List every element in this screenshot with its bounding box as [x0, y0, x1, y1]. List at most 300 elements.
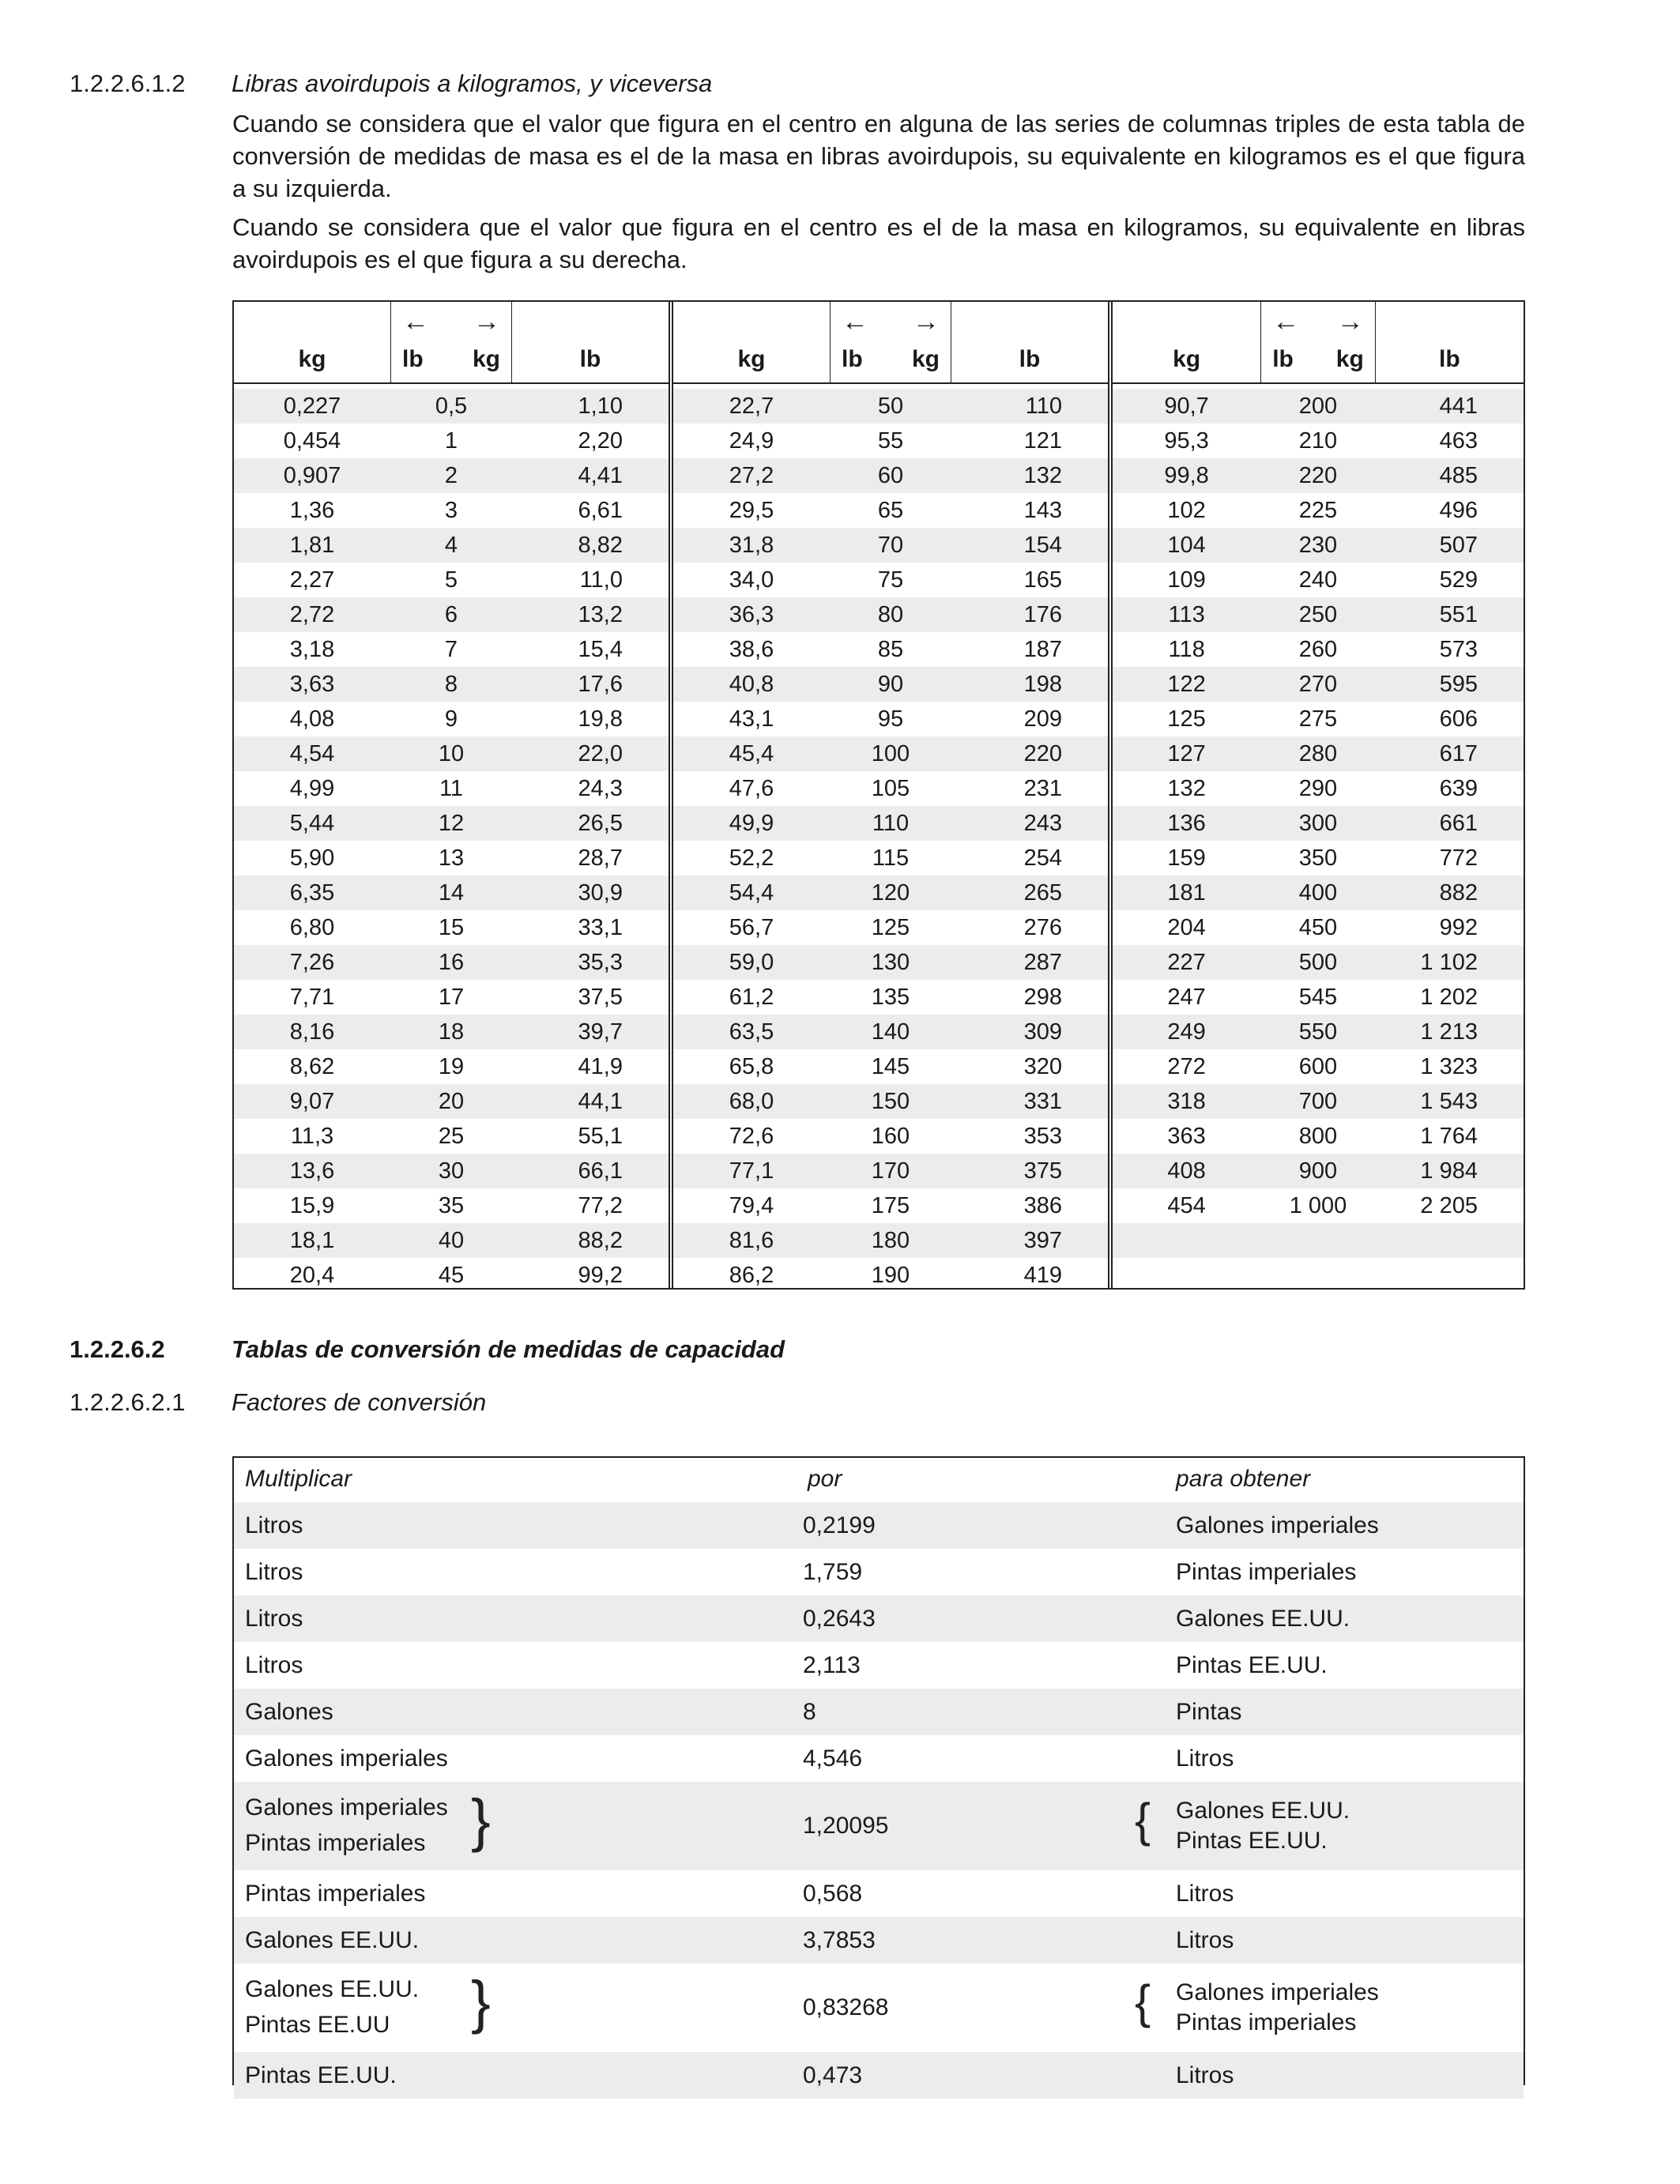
header-by: por	[808, 1466, 842, 1492]
cell-center: 15	[438, 915, 465, 940]
cell-factor: 0,2199	[803, 1512, 876, 1538]
cell-kg: 113	[1168, 602, 1205, 627]
cell-kg: 363	[1167, 1124, 1206, 1149]
cell-center: 19	[438, 1054, 465, 1079]
cell-center: 500	[1298, 950, 1338, 975]
table-row	[1113, 1223, 1524, 1258]
cell-center: 7	[444, 637, 458, 662]
cell-kg: 318	[1167, 1089, 1206, 1114]
table-row	[234, 702, 669, 736]
table-row	[1113, 1015, 1524, 1049]
column-group-header	[673, 302, 1108, 384]
from-line: Pintas imperiales	[245, 1881, 426, 1907]
cell-center: 70	[877, 533, 904, 558]
left-brace-icon: {	[1135, 1975, 1151, 2028]
cell-factor: 0,473	[803, 2062, 863, 2088]
table-row	[234, 771, 669, 806]
cell-lb: 15,4	[578, 637, 623, 662]
cell-lb: 22,0	[578, 741, 623, 766]
cell-lb: 6,61	[578, 498, 623, 523]
cell-kg: 81,6	[729, 1228, 774, 1253]
to-line: Litros	[1176, 1881, 1234, 1907]
cell-lb: 66,1	[578, 1158, 623, 1184]
cell-center: 240	[1298, 567, 1338, 593]
cell-kg: 15,9	[289, 1193, 335, 1218]
cell-center: 350	[1298, 845, 1338, 871]
cell-lb: 1,10	[578, 393, 623, 419]
cell-lb: 276	[1023, 915, 1062, 940]
to-line: Galones EE.UU.	[1176, 1798, 1350, 1824]
cell-center: 250	[1298, 602, 1338, 627]
cell-center: 80	[877, 602, 904, 627]
cell-kg: 38,6	[729, 637, 774, 662]
cell-kg: 7,26	[289, 950, 335, 975]
section-title: Tablas de conversión de medidas de capacidad	[232, 1335, 785, 1363]
cell-kg: 2,27	[289, 567, 335, 593]
to-line: Pintas EE.UU.	[1176, 1652, 1328, 1678]
cell-kg: 47,6	[729, 776, 774, 801]
cell-center: 600	[1298, 1054, 1338, 1079]
table-row	[673, 980, 1108, 1015]
cell-center: 140	[871, 1019, 910, 1045]
from-line: Pintas EE.UU.	[245, 2062, 397, 2088]
cell-center: 9	[444, 706, 458, 732]
cell-kg: 65,8	[729, 1054, 774, 1079]
cell-center: 170	[871, 1158, 910, 1184]
cell-kg: 18,1	[289, 1228, 335, 1253]
cell-lb: 110	[1025, 393, 1062, 419]
cell-kg: 54,4	[729, 880, 774, 906]
from-line: Galones EE.UU.	[245, 1927, 420, 1953]
cell-kg: 72,6	[729, 1124, 774, 1149]
cell-lb: 37,5	[578, 985, 623, 1010]
table-row	[234, 667, 669, 702]
cell-center: 10	[438, 741, 465, 766]
table-row	[234, 1549, 1524, 1595]
table-row	[234, 389, 669, 424]
cell-from	[245, 1870, 425, 1917]
from-line: Galones EE.UU.	[245, 1976, 420, 2002]
cell-kg	[1113, 1223, 1260, 1258]
cell-lb: 19,8	[578, 706, 623, 732]
cell-center: 900	[1298, 1158, 1338, 1184]
header-kg-left	[673, 302, 830, 382]
arrow-left-icon: ←	[842, 307, 868, 337]
cell-lb: 17,6	[578, 672, 623, 697]
cell-lb: 77,2	[578, 1193, 623, 1218]
to-line: Litros	[1176, 1745, 1234, 1772]
cell-center: 5	[444, 567, 458, 593]
cell-center: 11	[439, 776, 464, 801]
section-title: Factores de conversión	[232, 1388, 487, 1416]
table-row	[234, 980, 669, 1015]
cell-kg: 36,3	[729, 602, 774, 627]
column-group-3	[1108, 302, 1524, 1288]
header-lb-right	[1376, 302, 1524, 382]
from-line: Litros	[245, 1512, 303, 1538]
cell-kg: 6,80	[289, 915, 335, 940]
table-row	[1113, 493, 1524, 528]
cell-lb: 661	[1439, 811, 1478, 836]
cell-center: 18	[438, 1019, 465, 1045]
cell-lb: 143	[1023, 498, 1062, 523]
cell-lb: 187	[1023, 637, 1062, 662]
cell-center: 30	[438, 1158, 465, 1184]
to-line: Pintas	[1176, 1699, 1242, 1725]
to-line: Litros	[1176, 1927, 1234, 1953]
table-row	[1113, 806, 1524, 841]
table-row	[673, 841, 1108, 875]
table-row	[673, 945, 1108, 980]
table-row	[673, 528, 1108, 563]
cell-center: 800	[1298, 1124, 1338, 1149]
cell-kg: 5,90	[289, 845, 335, 871]
table-row	[234, 1154, 669, 1188]
cell-lb: 24,3	[578, 776, 623, 801]
cell-lb: 231	[1023, 776, 1062, 801]
cell-center: 260	[1298, 637, 1338, 662]
cell-from	[245, 1689, 333, 1735]
cell-lb: 28,7	[578, 845, 623, 871]
cell-center: 6	[444, 602, 458, 627]
table-row	[234, 806, 669, 841]
table-row	[1113, 875, 1524, 910]
cell-lb: 1 323	[1420, 1054, 1478, 1079]
table-row	[1113, 910, 1524, 945]
cell-lb: 265	[1023, 880, 1062, 906]
cell-center: 225	[1298, 498, 1338, 523]
header-kg-left	[1113, 302, 1260, 382]
cell-center: 160	[871, 1124, 910, 1149]
cell-kg: 102	[1167, 498, 1206, 523]
cell-kg: 49,9	[729, 811, 774, 836]
cell-from	[245, 1502, 303, 1549]
table-row	[234, 1964, 1524, 2052]
cell-kg: 5,44	[289, 811, 335, 836]
table-row	[234, 1119, 669, 1154]
cell-kg: 8,16	[289, 1019, 335, 1045]
table-row	[673, 1154, 1108, 1188]
cell-center	[1260, 1258, 1376, 1293]
cell-to	[1176, 1917, 1234, 1964]
cell-lb: 55,1	[578, 1124, 623, 1149]
cell-kg: 0,227	[283, 393, 341, 419]
cell-kg: 52,2	[729, 845, 774, 871]
column-group-body	[234, 384, 669, 1293]
cell-to	[1176, 1595, 1350, 1642]
column-group-header	[1113, 302, 1524, 384]
table-row	[1113, 702, 1524, 736]
to-line: Pintas EE.UU.	[1176, 1828, 1328, 1854]
table-row	[234, 2052, 1524, 2099]
arrow-right-icon: →	[1336, 307, 1364, 337]
table-row	[1113, 597, 1524, 632]
from-line: Litros	[245, 1559, 303, 1585]
cell-center: 145	[871, 1054, 910, 1079]
cell-factor: 1,20095	[803, 1813, 889, 1839]
cell-to	[1176, 1796, 1350, 1856]
cell-center: 210	[1298, 428, 1338, 454]
table-row	[234, 1917, 1524, 1964]
cell-lb: 397	[1023, 1228, 1062, 1253]
cell-center: 55	[877, 428, 904, 454]
cell-lb: 287	[1023, 950, 1062, 975]
table-row	[234, 945, 669, 980]
cell-lb: 309	[1023, 1019, 1062, 1045]
cell-from	[245, 1971, 419, 2043]
cell-lb	[1376, 1258, 1524, 1293]
cell-center: 3	[444, 498, 458, 523]
cell-center: 700	[1298, 1089, 1338, 1114]
cell-lb: 1 202	[1420, 985, 1478, 1010]
cell-center: 100	[871, 741, 910, 766]
cell-kg: 127	[1167, 741, 1206, 766]
cell-lb: 13,2	[578, 602, 623, 627]
cell-center: 150	[871, 1089, 910, 1114]
cell-center	[1260, 1223, 1376, 1258]
cell-kg: 1,36	[289, 498, 335, 523]
section-title: Libras avoirdupois a kilogramos, y viceversa	[232, 70, 713, 97]
cell-kg: 63,5	[729, 1019, 774, 1045]
cell-lb: 419	[1023, 1263, 1062, 1288]
cell-kg: 122	[1167, 672, 1206, 697]
from-line: Galones imperiales	[245, 1745, 448, 1772]
cell-kg: 204	[1167, 915, 1206, 940]
table-row	[234, 1642, 1524, 1689]
cell-center: 105	[871, 776, 910, 801]
cell-center: 25	[438, 1124, 465, 1149]
cell-center: 110	[872, 811, 910, 836]
cell-factor: 0,2643	[803, 1606, 876, 1632]
table-row	[234, 1595, 1524, 1642]
cell-lb: 386	[1023, 1193, 1062, 1218]
cell-kg: 77,1	[729, 1158, 774, 1184]
cell-kg: 31,8	[729, 533, 774, 558]
cell-kg: 227	[1167, 950, 1206, 975]
section-number: 1.2.2.6.2	[70, 1335, 165, 1363]
cell-lb: 375	[1023, 1158, 1062, 1184]
cell-lb: 353	[1023, 1124, 1062, 1149]
cell-factor: 1,759	[803, 1559, 863, 1585]
table-row	[234, 910, 669, 945]
from-line: Galones imperiales	[245, 1794, 448, 1821]
cell-factor: 8	[803, 1699, 816, 1725]
cell-kg: 118	[1168, 637, 1205, 662]
cell-center: 400	[1298, 880, 1338, 906]
cell-kg: 11,3	[290, 1124, 334, 1149]
cell-center: 120	[871, 880, 910, 906]
cell-kg: 4,54	[289, 741, 335, 766]
cell-center: 14	[438, 880, 465, 906]
cell-kg: 408	[1167, 1158, 1206, 1184]
table-row	[1113, 1258, 1524, 1293]
cell-kg: 0,907	[283, 463, 341, 488]
cell-to	[1176, 1549, 1356, 1595]
table-row	[1113, 528, 1524, 563]
cell-kg: 8,62	[289, 1054, 335, 1079]
cell-lb: 121	[1023, 428, 1062, 454]
to-line: Galones imperiales	[1176, 1512, 1379, 1538]
cell-kg: 132	[1167, 776, 1206, 801]
cell-kg: 20,4	[289, 1263, 335, 1288]
cell-kg: 59,0	[729, 950, 774, 975]
table-row	[673, 1015, 1108, 1049]
cell-center: 1 000	[1289, 1193, 1347, 1218]
section-number: 1.2.2.6.1.2	[70, 70, 186, 97]
header-center	[390, 302, 512, 382]
cell-to	[1176, 1689, 1241, 1735]
cell-center: 220	[1298, 463, 1338, 488]
table-row	[673, 736, 1108, 771]
table-row	[234, 1782, 1524, 1870]
cell-kg: 3,18	[289, 637, 335, 662]
header-center	[830, 302, 951, 382]
cell-lb: 772	[1439, 845, 1478, 871]
cell-kg: 86,2	[729, 1263, 774, 1288]
cell-factor: 0,568	[803, 1881, 863, 1907]
cell-center: 17	[438, 985, 465, 1010]
to-line: Galones imperiales	[1176, 1979, 1379, 2005]
table-row	[673, 910, 1108, 945]
cell-to	[1176, 2052, 1234, 2099]
table-row	[234, 458, 669, 493]
cell-center: 300	[1298, 811, 1338, 836]
section-heading-factores	[70, 1387, 486, 1418]
from-line: Litros	[245, 1652, 303, 1678]
column-group-1	[234, 302, 669, 1288]
cell-factor: 3,7853	[803, 1927, 876, 1953]
cell-kg: 125	[1167, 706, 1206, 732]
cell-lb: 992	[1439, 915, 1478, 940]
table-row	[1113, 841, 1524, 875]
cell-kg: 4,08	[289, 706, 335, 732]
cell-kg: 104	[1167, 533, 1206, 558]
section-number: 1.2.2.6.2.1	[70, 1388, 186, 1416]
cell-kg: 43,1	[729, 706, 774, 732]
cell-center: 115	[872, 845, 910, 871]
column-group-body	[673, 384, 1108, 1293]
arrow-right-icon: →	[473, 307, 500, 337]
table-row	[673, 875, 1108, 910]
column-group-2	[669, 302, 1108, 1288]
table-row	[1113, 1188, 1524, 1223]
table-row	[234, 1258, 669, 1293]
table-row	[234, 528, 669, 563]
section-heading-libras	[70, 68, 712, 100]
table-row	[234, 736, 669, 771]
cell-to	[1176, 1502, 1379, 1549]
cell-center: 45	[438, 1263, 465, 1288]
cell-center: 8	[444, 672, 458, 697]
cell-lb: 209	[1023, 706, 1062, 732]
cell-kg: 2,72	[289, 602, 335, 627]
cell-to	[1176, 1978, 1379, 2038]
cell-lb: 99,2	[578, 1263, 623, 1288]
cell-center: 75	[877, 567, 904, 593]
cell-lb: 1 764	[1420, 1124, 1478, 1149]
cell-center: 16	[438, 950, 465, 975]
cell-lb: 595	[1439, 672, 1478, 697]
cell-kg: 22,7	[729, 393, 774, 419]
cell-kg: 27,2	[729, 463, 774, 488]
from-line: Pintas EE.UU	[245, 2012, 390, 2038]
cell-lb: 882	[1439, 880, 1478, 906]
cell-from	[245, 1917, 419, 1964]
cell-lb: 639	[1439, 776, 1478, 801]
cell-factor: 4,546	[803, 1745, 863, 1772]
header-label: kg	[1173, 346, 1201, 372]
cell-kg: 181	[1167, 880, 1206, 906]
cell-kg: 13,6	[289, 1158, 335, 1184]
cell-center: 190	[871, 1263, 910, 1288]
table-row	[673, 771, 1108, 806]
header-kg-left	[234, 302, 390, 382]
cell-center: 0,5	[435, 393, 468, 419]
table-row	[1113, 563, 1524, 597]
table-row	[234, 841, 669, 875]
cell-kg: 99,8	[1164, 463, 1209, 488]
cell-center: 95	[877, 706, 904, 732]
cell-lb: 496	[1439, 498, 1478, 523]
cell-kg: 136	[1167, 811, 1206, 836]
header-to-obtain: para obtener	[1176, 1466, 1311, 1492]
cell-center: 2	[444, 463, 458, 488]
cell-center: 125	[871, 915, 910, 940]
cell-kg: 272	[1167, 1054, 1206, 1079]
section-heading-capacidad	[70, 1334, 785, 1365]
cell-center: 60	[877, 463, 904, 488]
table-row	[673, 389, 1108, 424]
cell-lb: 88,2	[578, 1228, 623, 1253]
cell-lb: 441	[1439, 393, 1478, 419]
header-multiply: Multiplicar	[245, 1466, 352, 1492]
table-row	[234, 1689, 1524, 1735]
cell-kg: 6,35	[289, 880, 335, 906]
cell-center: 280	[1298, 741, 1338, 766]
table-row	[1113, 458, 1524, 493]
cell-lb: 1 984	[1420, 1158, 1478, 1184]
table-row	[673, 632, 1108, 667]
table-row	[234, 875, 669, 910]
table-row	[673, 563, 1108, 597]
cell-lb: 617	[1439, 741, 1478, 766]
table-row	[234, 424, 669, 458]
cell-kg	[1113, 1258, 1260, 1293]
cell-lb: 30,9	[578, 880, 623, 906]
header-lb-right	[951, 302, 1108, 382]
cell-center: 135	[871, 985, 910, 1010]
cell-lb: 26,5	[578, 811, 623, 836]
paragraph-2: Cuando se considera que el valor que figura en el centro es el de la masa en kilogramos, su equivalente en libras avoirdupois es el que figura a su derecha.	[232, 213, 1525, 273]
cell-lb: 35,3	[578, 950, 623, 975]
header-label: lb	[1019, 346, 1041, 372]
table-row	[234, 597, 669, 632]
cell-factor: 2,113	[803, 1652, 861, 1678]
cell-to	[1176, 1735, 1234, 1782]
header-label: lb	[1272, 346, 1294, 372]
table-row	[1113, 1049, 1524, 1084]
cell-center: 12	[438, 811, 465, 836]
table-row	[1113, 980, 1524, 1015]
cell-center: 200	[1298, 393, 1338, 419]
cell-center: 1	[444, 428, 458, 454]
cell-lb: 11,0	[579, 567, 623, 593]
table-row	[1113, 1084, 1524, 1119]
table-row	[673, 1258, 1108, 1293]
table-row	[673, 667, 1108, 702]
cell-from	[245, 1790, 448, 1861]
cell-kg: 45,4	[729, 741, 774, 766]
